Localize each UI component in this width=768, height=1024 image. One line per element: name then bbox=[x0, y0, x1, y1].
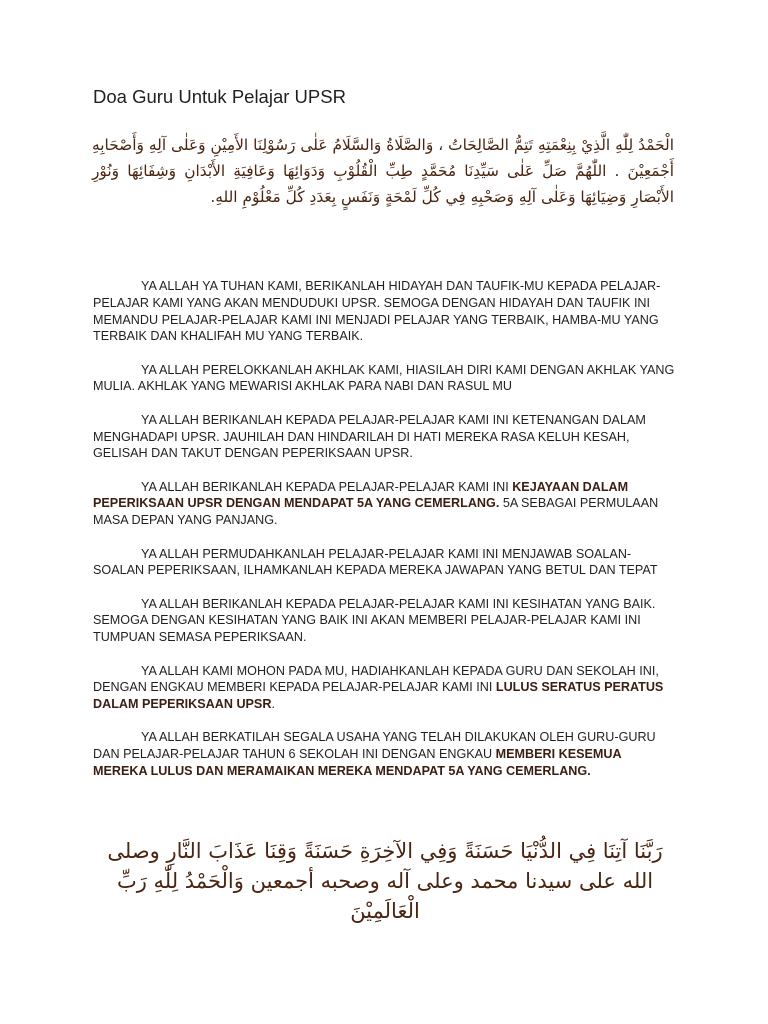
prayer-paragraph bbox=[93, 596, 678, 646]
paragraph-bold-text: MEMBERI KESEMUA MEREKA LULUS DAN MERAMAIKAN MEREKA MENDAPAT 5A YANG CEMERLANG. bbox=[93, 747, 622, 779]
paragraph-text: YA ALLAH PERMUDAHKANLAH PELAJAR-PELAJAR KAMI INI MENJAWAB SOALAN-SOALAN PEPERIKSAAN, ILHAMKANLAH KEPADA MEREKA JAWAPAN YANG BETUL DAN TEPAT bbox=[93, 546, 658, 578]
arabic-opening-prayer: الْحَمْدُ لِلّٰهِ الَّذِيْ بِنِعْمَتِهِ تَتِمُّ الصَّالِحَاتُ ، وَالصَّلَاةُ وَالسَّلَامُ عَلٰى رَسُوْلِنَا الأَمِيْنِ وَعَلٰى آلِهِ وَأَصْحَابِهِ أَجْمَعِيْنَ . اللّٰهُمَّ صَلِّ عَلٰى سَيِّدِنَا مُحَمَّدٍ طِبِّ الْقُلُوْبِ وَدَوَائِهَا وَعَافِيَةِ الأَبْدَانِ وَشِفَائِهَا وَنُوْرِ الأَبْصَارِ وَضِيَائِهَا وَعَلٰى آلِهِ وَصَحْبِهِ فِي كُلِّ لَمْحَةٍ وَنَفَسٍ بِعَدَدِ كُلِّ مَعْلُوْمِ اللهِ. bbox=[92, 136, 674, 206]
paragraph-bold-text: KEJAYAAN DALAM PEPERIKSAAN UPSR DENGAN MENDAPAT 5A YANG CEMERLANG. bbox=[93, 479, 629, 511]
paragraph-text: YA ALLAH BERIKANLAH KEPADA PELAJAR-PELAJAR KAMI INI KESIHATAN YANG BAIK. SEMOGA DENGAN KESIHATAN YANG BAIK INI AKAN MEMBERI PELAJAR-PELAJAR KAMI INI TUMPUAN SEMASA PEPERIKSAAN. bbox=[93, 596, 656, 645]
paragraph-text: YA ALLAH PERELOKKANLAH AKHLAK KAMI, HIASILAH DIRI KAMI DENGAN AKHLAK YANG MULIA. AKHLAK YANG MEWARISI AKHLAK PARA NABI DAN RASUL MU bbox=[93, 362, 675, 394]
paragraph-text: YA ALLAH BERIKANLAH KEPADA PELAJAR-PELAJAR KAMI INI bbox=[141, 479, 513, 494]
paragraph-trailing-text: . bbox=[271, 697, 275, 712]
prayer-paragraph bbox=[93, 663, 678, 713]
prayer-paragraph bbox=[93, 362, 678, 396]
paragraph-trailing-text: 5A SEBAGAI PERMULAAN MASA DEPAN YANG PANJANG. bbox=[93, 496, 659, 528]
paragraph-bold-text: LULUS SERATUS PERATUS DALAM PEPERIKSAAN UPSR bbox=[93, 680, 664, 712]
prayer-paragraph bbox=[93, 278, 678, 345]
prayer-paragraph bbox=[93, 546, 678, 580]
prayer-paragraph bbox=[93, 729, 678, 779]
prayer-paragraphs bbox=[93, 278, 678, 796]
paragraph-text: YA ALLAH BERKATILAH SEGALA USAHA YANG TELAH DILAKUKAN OLEH GURU-GURU DAN PELAJAR-PELAJAR TAHUN 6 SEKOLAH INI DENGAN ENGKAU bbox=[93, 730, 656, 762]
prayer-paragraph bbox=[93, 479, 678, 529]
prayer-paragraph bbox=[93, 412, 678, 462]
paragraph-text: YA ALLAH KAMI MOHON PADA MU, HADIAHKANLAH KEPADA GURU DAN SEKOLAH INI, DENGAN ENGKAU MEMBERI KEPADA PELAJAR-PELAJAR KAMI INI bbox=[93, 663, 659, 695]
paragraph-text: YA ALLAH BERIKANLAH KEPADA PELAJAR-PELAJAR KAMI INI KETENANGAN DALAM MENGHADAPI UPSR. JAUHILAH DAN HINDARILAH DI HATI MEREKA RASA KELUH KESAH, GELISAH DAN TAKUT DENGAN PEPERIKSAAN UPSR. bbox=[93, 412, 646, 461]
paragraph-text: YA ALLAH YA TUHAN KAMI, BERIKANLAH HIDAYAH DAN TAUFIK-MU KEPADA PELAJAR-PELAJAR KAMI YANG AKAN MENDUDUKI UPSR. SEMOGA DENGAN HIDAYAH DAN TAUFIK INI MEMANDU PELAJAR-PELAJAR KAMI INI MENJADI PELAJAR YANG TERBAIK, HAMBA-MU YANG TERBAIK DAN KHALIFAH MU YANG TERBAIK. bbox=[93, 279, 661, 344]
arabic-closing-prayer: رَبَّنَا آتِنَا فِي الدُّنْيَا حَسَنَةً وَفِي الآخِرَةِ حَسَنَةً وَقِنَا عَذَابَ النَّارِ وصلى الله على سيدنا محمد وعلى آله وصحبه أجمعين وَالْحَمْدُ لِلّٰهِ رَبِّ الْعَالَمِيْنَ bbox=[107, 839, 663, 923]
document-title: Doa Guru Untuk Pelajar UPSR bbox=[93, 86, 346, 107]
